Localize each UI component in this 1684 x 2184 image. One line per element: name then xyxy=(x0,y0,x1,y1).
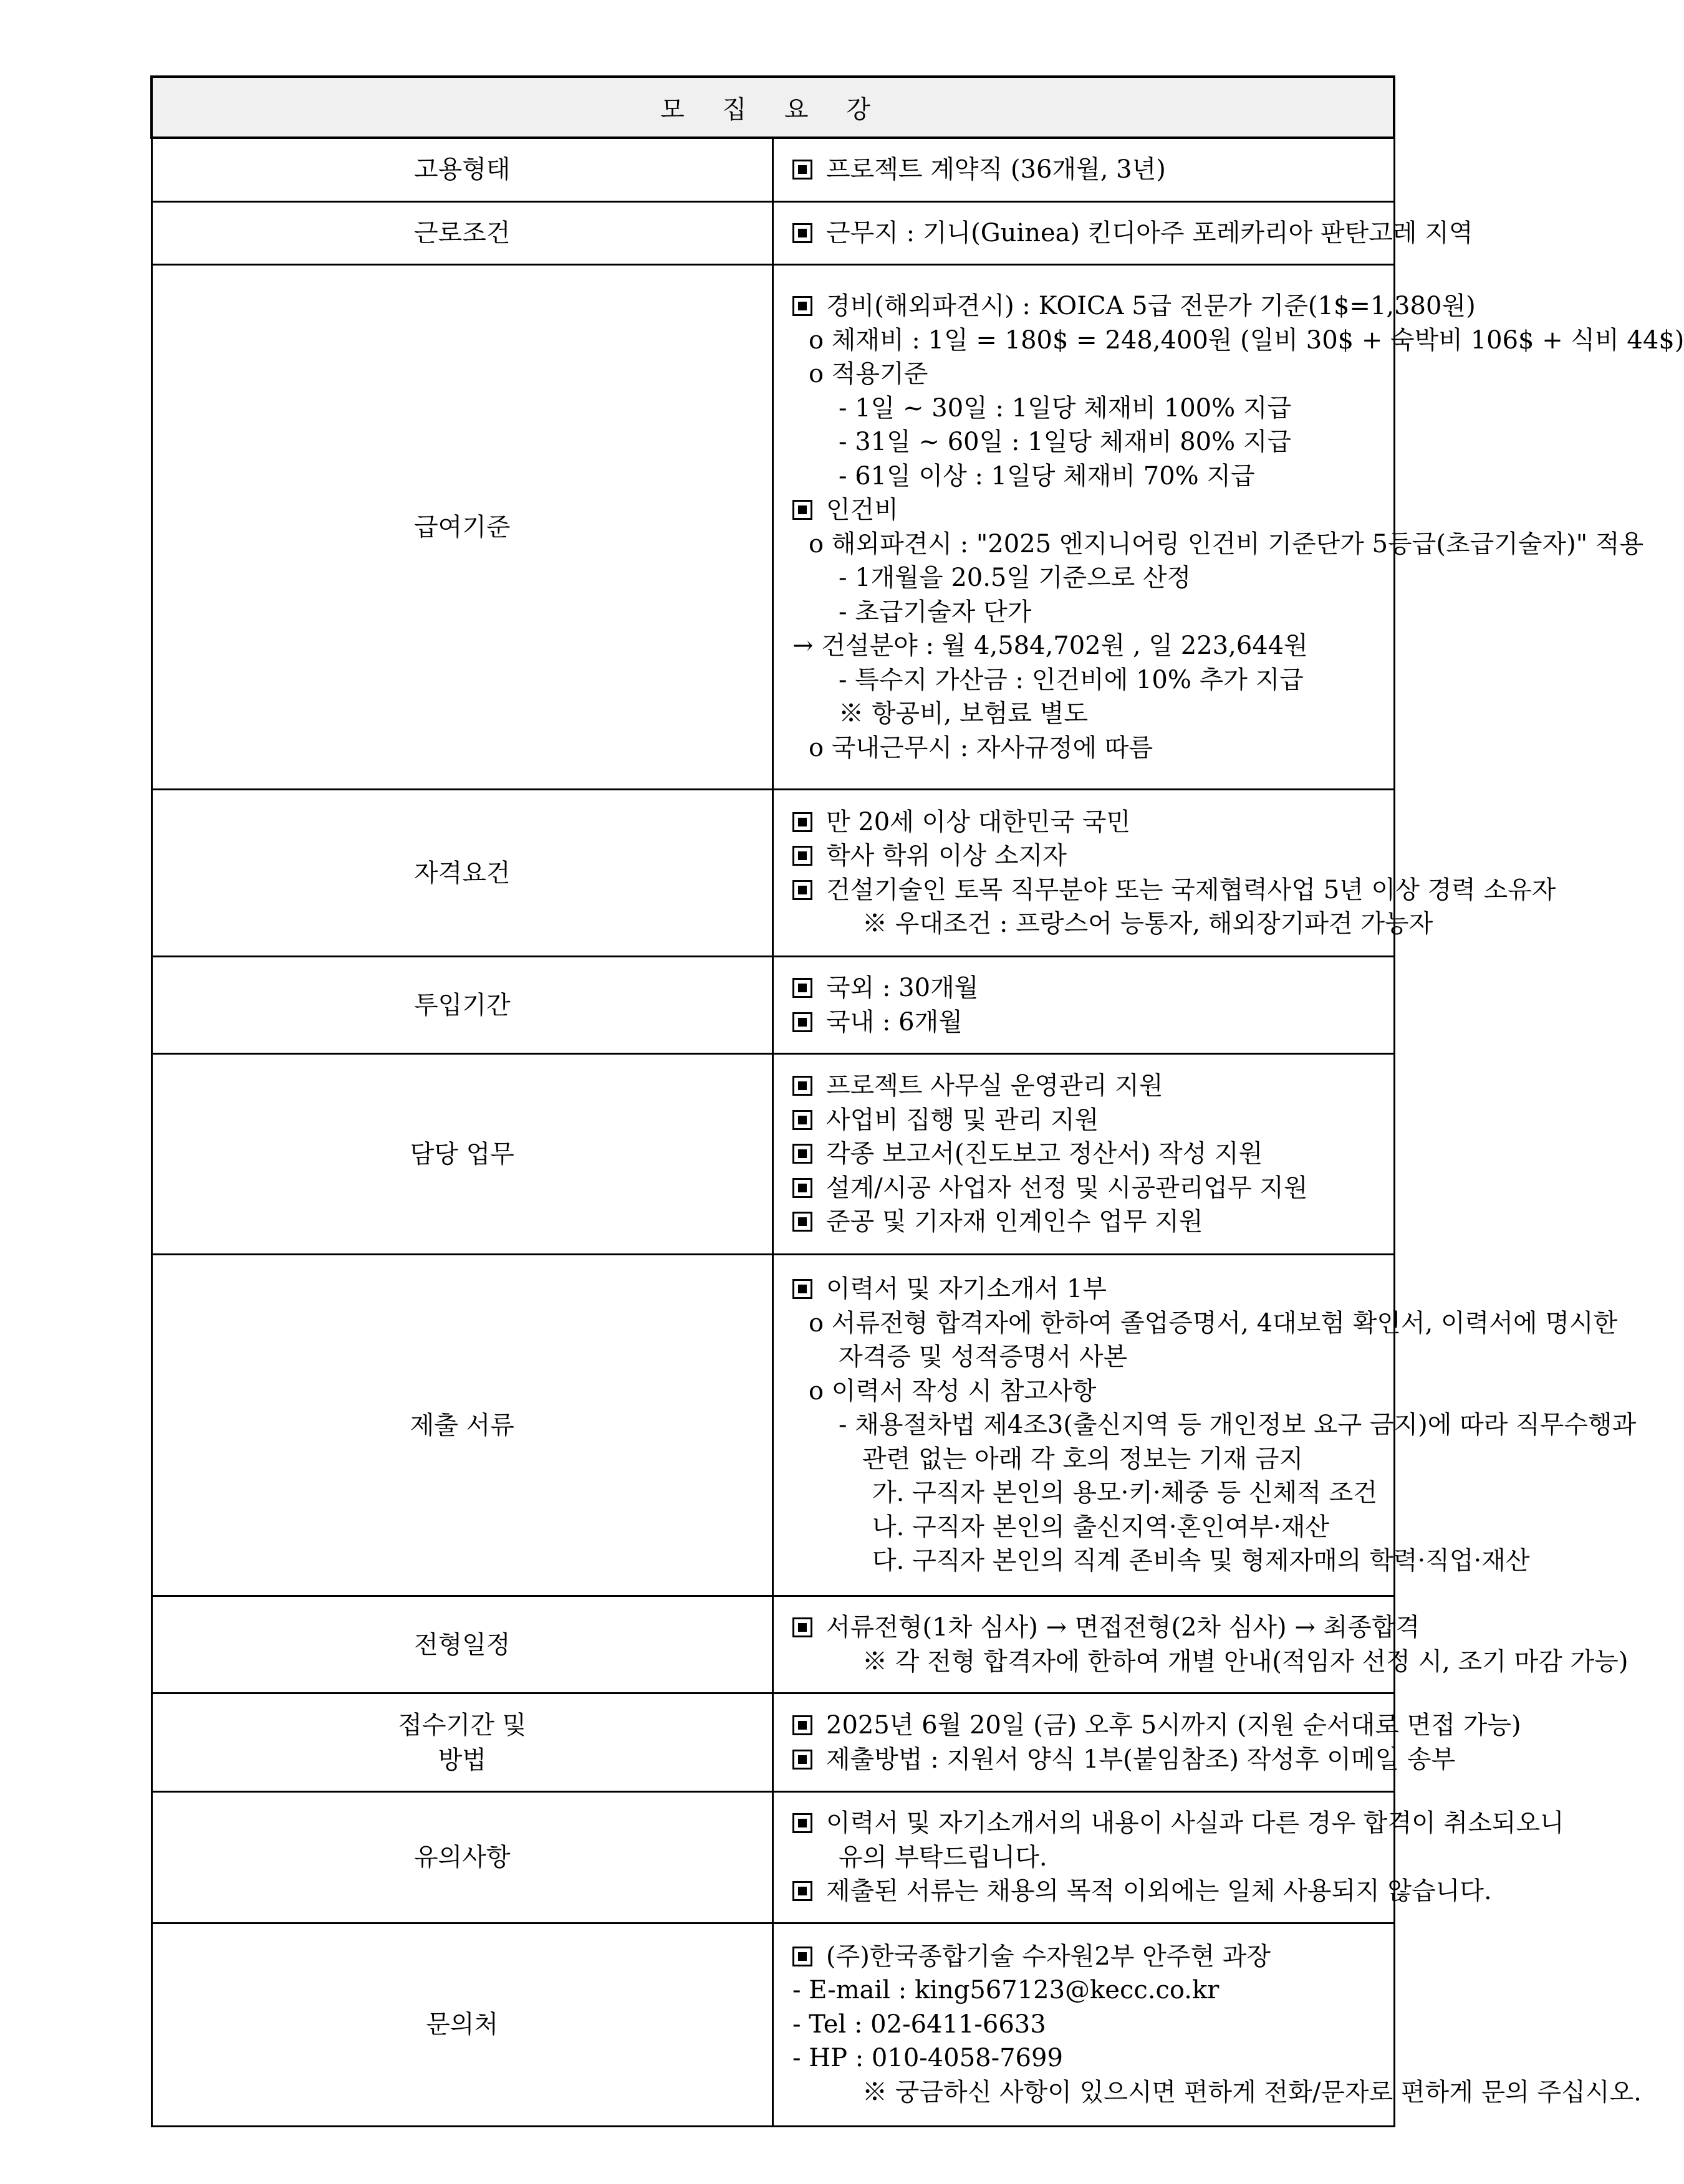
section-label-line: 유의사항 xyxy=(413,1842,511,1872)
content-line xyxy=(792,1340,1393,1374)
square-bullet-icon xyxy=(792,1279,812,1299)
section-row xyxy=(152,138,1394,201)
content-text: 준공 및 기자재 인계인수 업무 지원 xyxy=(826,1207,1203,1237)
content-text: (주)한국종합기술 수자원2부 안주현 과장 xyxy=(826,1942,1271,1971)
square-bullet-icon xyxy=(792,1617,812,1637)
section-row xyxy=(152,1792,1394,1923)
content-line xyxy=(792,839,1393,873)
content-text: 이력서 및 자기소개서의 내용이 사실과 다른 경우 합격이 취소되오니 xyxy=(826,1809,1564,1837)
content-text: 제출방법 : 지원서 양식 1부(붙임참조) 작성후 이메일 송부 xyxy=(826,1745,1456,1774)
square-bullet-icon xyxy=(792,1076,812,1096)
content-line xyxy=(792,493,1393,527)
content-text: ※ 우대조건 : 프랑스어 능통자, 해외장기파견 가능자 xyxy=(862,909,1433,938)
content-text: 가. 구직자 본인의 용모·키·체중 등 신체적 조건 xyxy=(872,1478,1377,1508)
content-text: o 적용기준 xyxy=(809,360,928,388)
content-text: 유의 부탁드립니다. xyxy=(839,1842,1047,1872)
section-label xyxy=(152,1923,773,2126)
content-text: - 61일 이상 : 1일당 체재비 70% 지급 xyxy=(839,461,1255,491)
content-line xyxy=(792,697,1393,731)
section-label xyxy=(152,138,773,201)
section-label xyxy=(152,1596,773,1693)
content-line xyxy=(792,357,1393,391)
content-line xyxy=(792,1069,1393,1103)
section-label-line: 문의처 xyxy=(426,2010,499,2039)
content-text: 관련 없는 아래 각 호의 정보는 기재 금지 xyxy=(862,1444,1304,1473)
content-line xyxy=(792,1137,1393,1171)
content-line xyxy=(792,216,1473,251)
square-bullet-icon xyxy=(792,812,812,832)
section-content xyxy=(773,265,1684,790)
content-text: 다. 구직자 본인의 직계 존비속 및 형제자매의 학력·직업·재산 xyxy=(872,1546,1530,1576)
content-line xyxy=(792,805,1393,840)
content-line xyxy=(792,1408,1637,1442)
content-line xyxy=(792,1841,1393,1875)
section-row xyxy=(152,1255,1394,1596)
content-text: 경비(해외파견시) : KOICA 5급 전문가 기준(1$=1,380원) xyxy=(826,292,1476,320)
document-title: 모 집 요 강 xyxy=(152,77,1394,138)
square-bullet-icon xyxy=(792,1881,812,1901)
content-line xyxy=(792,1374,1393,1409)
content-line xyxy=(792,1510,1393,1545)
content-line xyxy=(792,1708,1521,1743)
content-text: 이력서 및 자기소개서 1부 xyxy=(826,1275,1107,1304)
recruitment-table-body xyxy=(152,77,1684,2126)
section-label xyxy=(152,201,773,265)
content-line xyxy=(792,1544,1530,1578)
section-label-line: 근로조건 xyxy=(413,218,511,247)
content-line xyxy=(792,1442,1393,1477)
content-line xyxy=(792,1272,1393,1306)
section-row xyxy=(152,1923,1394,2126)
content-text: 나. 구직자 본인의 출신지역·혼인여부·재산 xyxy=(872,1512,1330,1541)
content-line xyxy=(792,289,1476,323)
content-line xyxy=(792,971,1393,1005)
content-line xyxy=(792,527,1644,562)
section-label-line: 담당 업무 xyxy=(410,1139,514,1169)
content-text: 학사 학위 이상 소지자 xyxy=(826,841,1067,870)
section-label xyxy=(152,1054,773,1255)
content-line xyxy=(792,561,1393,595)
content-text: 프로젝트 계약직 (36개월, 3년) xyxy=(826,155,1166,184)
content-text: → 건설분야 : 월 4,584,702원 , 일 223,644원 xyxy=(792,631,1308,660)
content-line xyxy=(792,1005,1393,1040)
content-line xyxy=(792,731,1393,765)
square-bullet-icon xyxy=(792,160,812,180)
section-label-line: 전형일정 xyxy=(413,1630,511,1659)
content-line xyxy=(792,323,1684,358)
section-label-line: 고용형태 xyxy=(413,155,511,184)
section-label-line: 자격요건 xyxy=(413,858,511,888)
content-text: - HP : 010-4058-7699 xyxy=(792,2044,1063,2073)
section-row xyxy=(152,1596,1394,1693)
section-row xyxy=(152,265,1394,790)
content-line xyxy=(792,459,1393,494)
content-text: - Tel : 02-6411-6633 xyxy=(792,2009,1046,2039)
section-label-line: 방법 xyxy=(438,1745,486,1775)
square-bullet-icon xyxy=(792,880,812,900)
content-text: ※ 항공비, 보험료 별도 xyxy=(839,699,1088,728)
content-text: - 1개월을 20.5일 기준으로 산정 xyxy=(839,563,1191,592)
content-text: 국내 : 6개월 xyxy=(826,1007,963,1037)
content-line xyxy=(792,1874,1492,1909)
square-bullet-icon xyxy=(792,1178,812,1198)
square-bullet-icon xyxy=(792,296,812,316)
title-row xyxy=(152,77,1394,138)
content-line xyxy=(792,425,1393,459)
content-text: 각종 보고서(진도보고 정산서) 작성 지원 xyxy=(826,1139,1263,1169)
content-line xyxy=(792,663,1393,697)
content-text: 자격증 및 성적증명서 사본 xyxy=(839,1343,1128,1372)
square-bullet-icon xyxy=(792,978,812,998)
square-bullet-icon xyxy=(792,500,812,520)
content-line xyxy=(792,1940,1393,1974)
content-line xyxy=(792,1743,1456,1777)
content-line xyxy=(792,1611,1420,1645)
content-text: - 1일 ~ 30일 : 1일당 체재비 100% 지급 xyxy=(839,393,1292,423)
content-line xyxy=(792,2008,1393,2042)
content-text: 국외 : 30개월 xyxy=(826,974,979,1002)
content-line xyxy=(792,1645,1629,1679)
content-text: o 해외파견시 : "2025 엔지니어링 인건비 기준단가 5등급(초급기술자)" 적용 xyxy=(809,529,1644,558)
content-text: - 채용절차법 제4조3(출신지역 등 개인정보 요구 금지)에 따라 직무수행과 xyxy=(839,1410,1637,1440)
content-text: 만 20세 이상 대한민국 국민 xyxy=(826,807,1131,836)
content-text: 근무지 : 기니(Guinea) 킨디아주 포레카리아 판탄고레 지역 xyxy=(826,218,1473,247)
content-line xyxy=(792,595,1393,630)
content-line xyxy=(792,1205,1393,1239)
content-text: o 국내근무시 : 자사규정에 따름 xyxy=(809,733,1153,762)
section-label-line: 접수기간 및 xyxy=(398,1710,527,1740)
square-bullet-icon xyxy=(792,1947,812,1966)
content-line xyxy=(792,1306,1618,1341)
section-content xyxy=(773,957,1395,1054)
section-content xyxy=(773,1596,1629,1693)
content-text: - 31일 ~ 60일 : 1일당 체재비 80% 지급 xyxy=(839,428,1292,456)
content-text: 인건비 xyxy=(826,496,898,524)
section-content xyxy=(773,1693,1521,1792)
square-bullet-icon xyxy=(792,223,812,243)
content-line xyxy=(792,907,1433,941)
content-line xyxy=(792,391,1393,426)
content-text: 2025년 6월 20일 (금) 오후 5시까지 (지원 순서대로 면접 가능) xyxy=(826,1711,1521,1740)
square-bullet-icon xyxy=(792,1750,812,1770)
content-line xyxy=(792,1103,1393,1138)
content-text: o 이력서 작성 시 참고사항 xyxy=(809,1376,1097,1406)
content-text: - 특수지 가산금 : 인건비에 10% 추가 지급 xyxy=(839,665,1304,694)
section-label xyxy=(152,265,773,790)
section-label xyxy=(152,1693,773,1792)
content-line xyxy=(792,1973,1393,2008)
content-text: 건설기술인 토목 직무분야 또는 국제협력사업 5년 이상 경력 소유자 xyxy=(826,875,1556,904)
section-row xyxy=(152,201,1394,265)
square-bullet-icon xyxy=(792,1144,812,1164)
section-label xyxy=(152,1792,773,1923)
content-line xyxy=(792,153,1393,187)
recruitment-table xyxy=(150,75,1684,2127)
square-bullet-icon xyxy=(792,1110,812,1130)
content-text: ※ 궁금하신 사항이 있으시면 편하게 전화/문자로 편하게 문의 주십시오. xyxy=(862,2077,1642,2107)
content-text: - 초급기술자 단가 xyxy=(839,597,1032,626)
content-text: 사업비 집행 및 관리 지원 xyxy=(826,1105,1099,1134)
section-row xyxy=(152,790,1394,957)
content-text: ※ 각 전형 합격자에 한하여 개별 안내(적임자 선정 시, 조기 마감 가능) xyxy=(862,1647,1629,1676)
section-label xyxy=(152,1255,773,1596)
content-line xyxy=(792,2076,1642,2110)
square-bullet-icon xyxy=(792,1212,812,1232)
square-bullet-icon xyxy=(792,1715,812,1735)
content-text: 서류전형(1차 심사) → 면접전형(2차 심사) → 최종합격 xyxy=(826,1613,1420,1642)
section-row xyxy=(152,1054,1394,1255)
section-content xyxy=(773,1792,1564,1923)
content-text: o 서류전형 합격자에 한하여 졸업증명서, 4대보험 확인서, 이력서에 명시한 xyxy=(809,1308,1618,1338)
section-row xyxy=(152,957,1394,1054)
content-line xyxy=(792,1806,1564,1841)
section-label xyxy=(152,790,773,957)
section-label-line: 투입기간 xyxy=(413,990,511,1020)
section-content xyxy=(773,790,1556,957)
section-row xyxy=(152,1693,1394,1792)
section-content xyxy=(773,138,1395,201)
square-bullet-icon xyxy=(792,1012,812,1032)
content-text: 프로젝트 사무실 운영관리 지원 xyxy=(826,1071,1163,1101)
content-line xyxy=(792,629,1393,663)
content-text: 설계/시공 사업자 선정 및 시공관리업무 지원 xyxy=(826,1173,1308,1202)
content-text: o 체재비 : 1일 = 180$ = 248,400원 (일비 30$ + 숙박비 106$ + 식비 44$) xyxy=(809,325,1684,355)
content-text: - E-mail : king567123@kecc.co.kr xyxy=(792,1976,1220,2005)
section-label-line: 제출 서류 xyxy=(410,1410,514,1440)
section-label xyxy=(152,957,773,1054)
content-line xyxy=(792,873,1556,908)
section-content xyxy=(773,1054,1395,1255)
section-content xyxy=(773,201,1473,265)
section-label-line: 급여기준 xyxy=(413,512,511,542)
square-bullet-icon xyxy=(792,1813,812,1833)
content-line xyxy=(792,2041,1393,2076)
content-line xyxy=(792,1171,1393,1205)
content-text: 제출된 서류는 채용의 목적 이외에는 일체 사용되지 않습니다. xyxy=(826,1877,1492,1905)
square-bullet-icon xyxy=(792,846,812,866)
section-content xyxy=(773,1923,1642,2126)
content-line xyxy=(792,1476,1393,1510)
section-content xyxy=(773,1255,1637,1596)
